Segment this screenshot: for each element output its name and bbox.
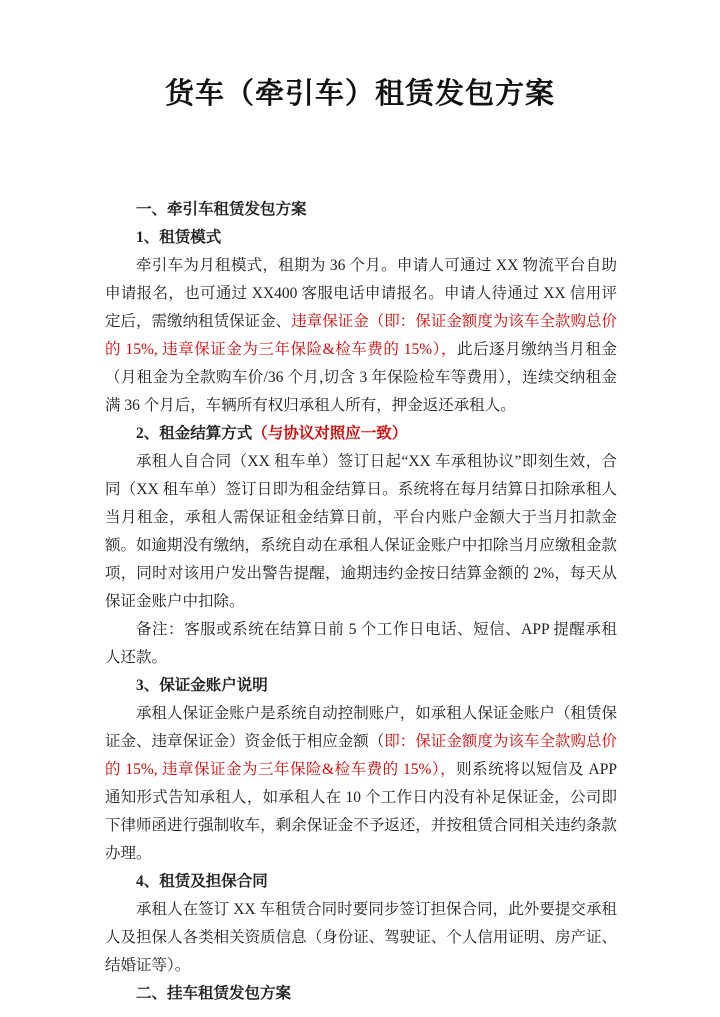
paragraph-guarantee-contract: 承租人在签订 XX 车租赁合同时要同步签订担保合同，此外要提交承租人及担保人各类相关资质信息（身份证、驾驶证、个人信用证明、房产证、结婚证等）。: [105, 901, 617, 974]
document-title: 货车（牵引车）租赁发包方案: [164, 78, 555, 110]
subsection-heading-settlement: [105, 420, 617, 448]
text-run-red-deposit-terms: 违章保证金（即：保证金额度为该车全款购总价的 15%, 违章保证金为三年保险&检车费的 15%），: [105, 313, 617, 358]
text-run: 此后逐月缴纳当月租金（月租金为全款购车价/36 个月,切含 3 年保险检车等费用），连续交纳租金满 36 个月后，车辆所有权归承租人所有，押金返还承租人。: [105, 341, 617, 414]
subsection-heading-guarantee-contract: 4、租赁及担保合同: [136, 873, 268, 890]
subsection-heading-deposit-account: 3、保证金账户说明: [136, 677, 268, 694]
heading-note-red: （与协议对照应一致）: [252, 425, 408, 442]
document-body: [105, 196, 617, 1008]
text-run: 牵引车为月租模式，租期为 36 个月。申请人可通过 XX 物流平台自助申请报名，也可通过 XX400 客服电话申请报名。申请人待通过 XX 信用评定后，需缴纳租赁保证金、: [105, 257, 617, 330]
text-run: 承租人保证金账户是系统自动控制账户，如承租人保证金账户（租赁保证金、违章保证金）资金低于相应金额（: [105, 705, 617, 750]
heading-text: 2、租金结算方式: [136, 425, 253, 442]
text-run-red-deposit-terms: 即：保证金额度为该车全款购总价的 15%, 违章保证金为三年保险&检车费的 15%），: [105, 733, 617, 778]
section-heading-tractor-plan: 一、牵引车租赁发包方案: [136, 201, 307, 218]
section-heading-trailer-plan: 二、挂车租赁发包方案: [136, 985, 292, 1002]
paragraph-deposit-account: [105, 700, 617, 868]
paragraph-rental-mode: [105, 252, 617, 420]
text-run: 则系统将以短信及 APP 通知形式告知承租人，如承租人在 10 个工作日内没有补足保证金，公司即下律师函进行强制收车，剩余保证金不予返还，并按租赁合同相关违约条款办理。: [105, 761, 617, 862]
paragraph-remark: 备注：客服或系统在结算日前 5 个工作日电话、短信、APP 提醒承租人还款。: [105, 621, 617, 666]
subsection-heading-rental-mode: 1、租赁模式: [136, 229, 222, 246]
paragraph-settlement: 承租人自合同（XX 租车单）签订日起“XX 车承租协议”即刻生效，合同（XX 租车单）签订日即为租金结算日。系统将在每月结算日扣除承租人当月租金，承租人需保证租金结算日前，平台内账户金额大于当月扣款金额。如逾期没有缴纳，系统自动在承租人保证金账户中扣除当月应缴租金款项，同时对该用户发出警告提醒，逾期违约金按日结算金额的 2%，每天从保证金账户中扣除。: [105, 453, 617, 610]
